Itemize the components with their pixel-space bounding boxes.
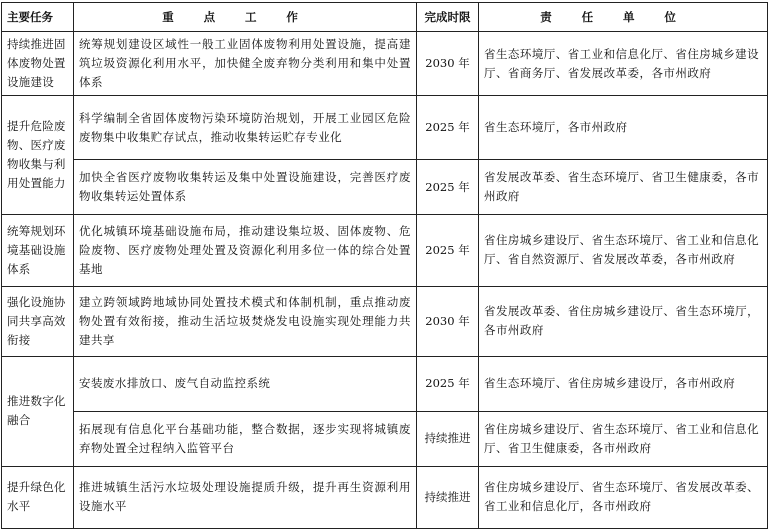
responsible-cell: 省生态环境厅，各市州政府 (479, 96, 768, 160)
task-name: 提升危险废物、医疗废物收集与利用处置能力 (2, 96, 74, 215)
work-cell: 拓展现有信息化平台基础功能，整合数据，逐步实现将城镇废弃物处置全过程纳入监管平台 (74, 411, 417, 466)
work-cell: 优化城镇环境基础设施布局，推动建设集垃圾、固体废物、危险废物、医疗废物处理处置及资源化利用多位一体的综合处置基地 (74, 215, 417, 286)
time-cell: 2030 年 (417, 32, 479, 96)
table-row (2, 32, 768, 96)
time-cell: 持续推进 (417, 466, 479, 528)
time-cell: 2025 年 (417, 160, 479, 215)
task-name: 强化设施协同共享高效衔接 (2, 286, 74, 356)
responsible-cell: 省住房城乡建设厅、省生态环境厅、省工业和信息化厅、省自然资源厅、省发展改革委，各市州政府 (479, 215, 768, 286)
table-row (2, 286, 768, 356)
task-table (1, 2, 768, 529)
task-name: 持续推进固体废物处置设施建设 (2, 32, 74, 96)
responsible-cell: 省住房城乡建设厅、省生态环境厅、省发展改革委、省工业和信息化厅，各市州政府 (479, 466, 768, 528)
time-cell: 2025 年 (417, 356, 479, 411)
responsible-cell: 省发展改革委、省生态环境厅、省卫生健康委，各市州政府 (479, 160, 768, 215)
task-name: 推进数字化融合 (2, 356, 74, 466)
table-row (2, 411, 768, 466)
table-row (2, 96, 768, 160)
responsible-cell: 省生态环境厅、省住房城乡建设厅，各市州政府 (479, 356, 768, 411)
work-cell: 推进城镇生活污水垃圾处理设施提质升级，提升再生资源利用设施水平 (74, 466, 417, 528)
responsible-cell: 省住房城乡建设厅、省生态环境厅、省工业和信息化厅、省卫生健康委，各市州政府 (479, 411, 768, 466)
work-cell: 科学编制全省固体废物污染环境防治规划，开展工业园区危险废物集中收集贮存试点，推动收集转运贮存专业化 (74, 96, 417, 160)
table-row (2, 160, 768, 215)
table-row (2, 356, 768, 411)
work-cell: 建立跨领域跨地域协同处置技术模式和体制机制，重点推动废物处置有效衔接，推动生活垃圾焚烧发电设施实现处理能力共建共享 (74, 286, 417, 356)
time-cell: 2025 年 (417, 215, 479, 286)
header-responsible: 责任单位 (479, 3, 768, 32)
work-cell: 安装废水排放口、废气自动监控系统 (74, 356, 417, 411)
work-cell: 统筹规划建设区域性一般工业固体废物利用处置设施，提高建筑垃圾资源化利用水平，加快健全废弃物分类利用和集中处置体系 (74, 32, 417, 96)
table-row (2, 215, 768, 286)
header-work: 重点工作 (74, 3, 417, 32)
header-task: 主要任务 (2, 3, 74, 32)
time-cell: 2025 年 (417, 96, 479, 160)
header-row (2, 3, 768, 32)
work-cell: 加快全省医疗废物收集转运及集中处置设施建设，完善医疗废物收集转运处置体系 (74, 160, 417, 215)
header-time: 完成时限 (417, 3, 479, 32)
table-row (2, 466, 768, 528)
time-cell: 2030 年 (417, 286, 479, 356)
time-cell: 持续推进 (417, 411, 479, 466)
responsible-cell: 省发展改革委、省住房城乡建设厅、省生态环境厅，各市州政府 (479, 286, 768, 356)
task-name: 统筹规划环境基础设施体系 (2, 215, 74, 286)
task-name: 提升绿色化水平 (2, 466, 74, 528)
responsible-cell: 省生态环境厅、省工业和信息化厅、省住房城乡建设厅、省商务厅、省发展改革委，各市州政府 (479, 32, 768, 96)
